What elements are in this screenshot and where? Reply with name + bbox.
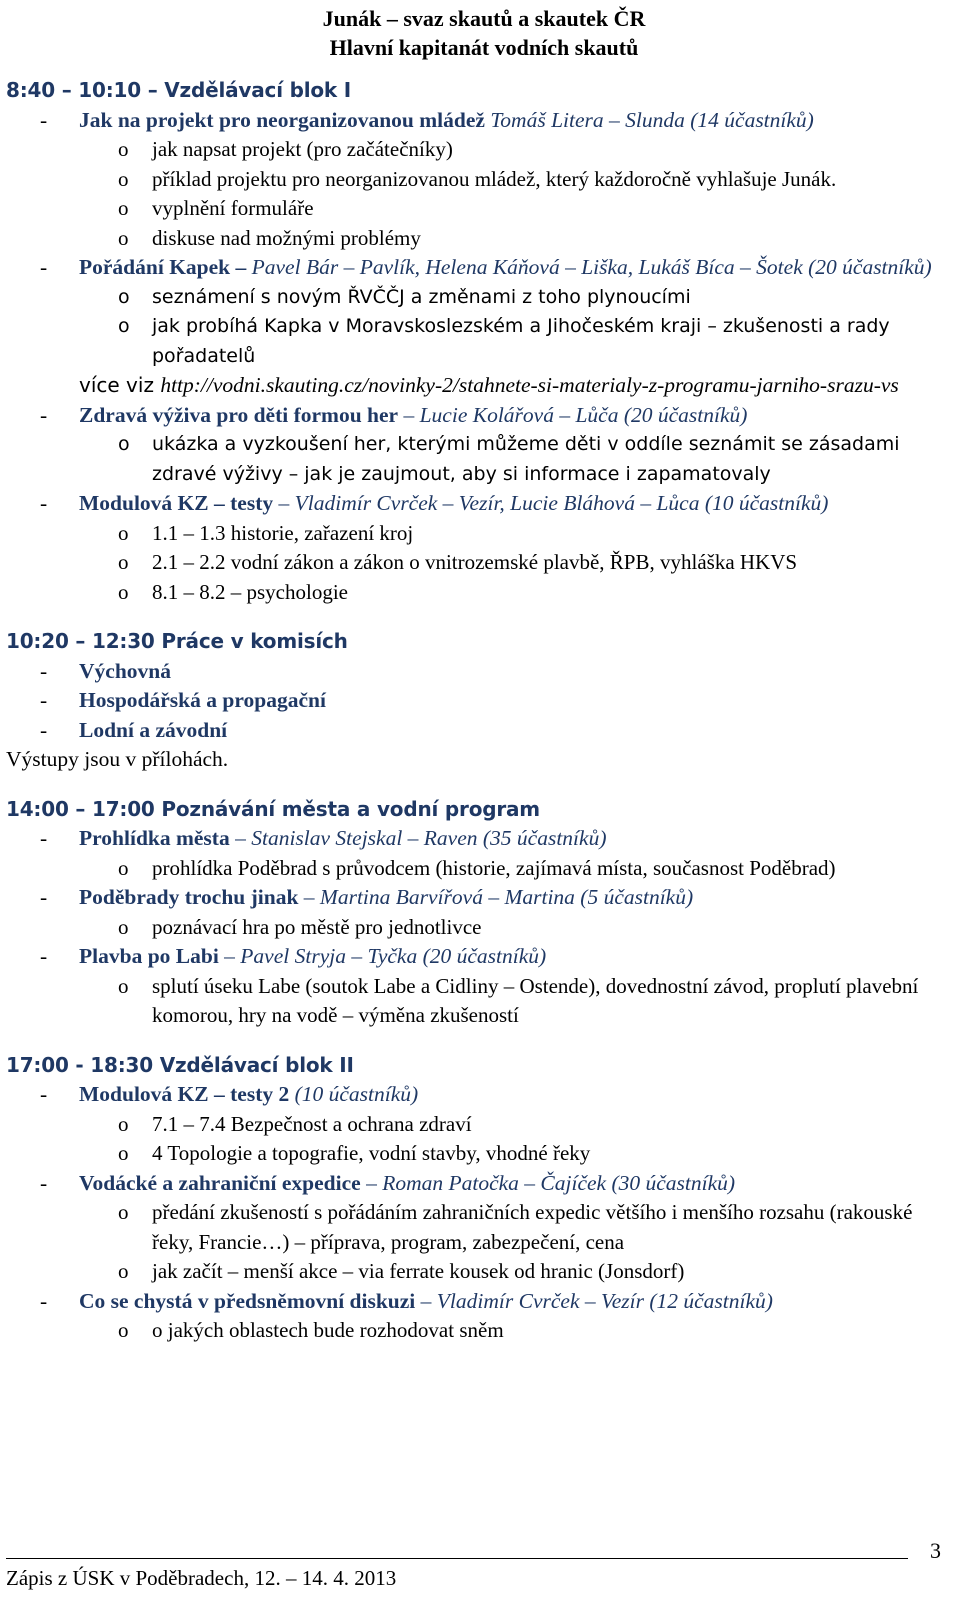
program-item-title: Zdravá výživa pro děti formou her: [79, 402, 399, 427]
block-title: 14:00 – 17:00 Poznávání města a vodní program: [6, 796, 540, 821]
program-item-presenters: – Pavel Stryja – Tyčka (20 účastníků): [218, 944, 547, 968]
sub-item: o o jakých oblastech bude rozhodovat sněm: [118, 1318, 504, 1342]
outputs-note: Výstupy jsou v přílohách.: [6, 747, 229, 771]
program-item-presenters: – Roman Patočka – Čajíček (30 účastníků): [360, 1170, 736, 1195]
footer-divider: [6, 1558, 908, 1559]
program-item-presenters: Tomáš Litera – Slunda (14 účastníků): [484, 107, 814, 132]
program-item-title: Co se chystá v předsněmovní diskuzi: [79, 1288, 416, 1313]
program-item: - Plavba po Labi – Pavel Stryja – Tyčka (20 účastníků): [40, 944, 547, 968]
document-body: [6, 76, 946, 1346]
sub-item: o 7.1 – 7.4 Bezpečnost a ochrana zdraví: [118, 1111, 472, 1136]
sub-item: o příklad projektu pro neorganizovanou mládež, který každoročně vyhlašuje Junák.: [118, 166, 837, 191]
program-item: - Prohlídka města – Stanislav Stejskal – Raven (35 účastníků): [40, 826, 607, 850]
program-item-presenters: – Martina Barvířová – Martina (5 účastníků): [298, 885, 694, 909]
more-info-link[interactable]: http://vodni.skauting.cz/novinky-2/stahnete-si-materialy-z-programu-jarniho-srazu-vs: [160, 373, 899, 397]
sub-item: o ukázka a vyzkoušení her, kterými můžeme děti v oddíle seznámit se zásadami zdravé výživy – jak je zaujmout, aby si informace i zapamatovaly: [118, 433, 900, 485]
program-item: - Poděbrady trochu jinak – Martina Barvířová – Martina (5 účastníků): [40, 885, 694, 909]
sub-item: o poznávací hra po městě pro jednotlivce: [118, 914, 482, 939]
program-item-presenters: – Vladimír Cvrček – Vezír, Lucie Bláhová – Lůca (10 účastníků): [273, 491, 829, 515]
sub-item: o 1.1 – 1.3 historie, zařazení kroj: [118, 520, 414, 545]
sub-item: o 4 Topologie a topografie, vodní stavby, vhodné řeky: [118, 1141, 591, 1165]
program-item: - Hospodářská a propagační: [40, 688, 326, 712]
program-item-title: Lodní a závodní: [79, 717, 228, 742]
program-item: - Pořádání Kapek – Pavel Bár – Pavlík, Helena Káňová – Liška, Lukáš Bíca – Šotek (20 účastníků): [40, 255, 932, 279]
sub-item: o jak začít – menší akce – via ferrate kousek od hranic (Jonsdorf): [118, 1259, 685, 1283]
program-item-presenters: – Lucie Kolářová – Lůča (20 účastníků): [398, 402, 748, 427]
program-item-presenters: Pavel Bár – Pavlík, Helena Káňová – Liška, Lukáš Bíca – Šotek (20 účastníků): [246, 255, 932, 279]
program-item-title: Poděbrady trochu jinak: [79, 885, 299, 909]
program-item-title: Modulová KZ – testy: [79, 491, 274, 515]
program-item: - Vodácké a zahraniční expedice – Roman Patočka – Čajíček (30 účastníků): [40, 1170, 736, 1195]
sub-item: o splutí úseku Labe (soutok Labe a Cidliny – Ostende), dovednostní závod, proplutí plavební komorou, hry na vodě – výměna zkušeností: [118, 973, 919, 1027]
sub-item: o seznámení s novým ŘVČČJ a změnami z toho plynoucími: [118, 285, 691, 308]
program-item-title: Hospodářská a propagační: [79, 688, 326, 712]
header-organization: Junák – svaz skautů a skautek ČR: [322, 6, 646, 31]
program-item-presenters: – Stanislav Stejskal – Raven (35 účastníků): [229, 826, 607, 850]
program-item-title: Jak na projekt pro neorganizovanou mládež: [79, 107, 485, 132]
program-item-title: Vodácké a zahraniční expedice: [79, 1170, 361, 1195]
more-info-note: více viz http://vodni.skauting.cz/novinky-2/stahnete-si-materialy-z-programu-jarniho-srazu-vs: [79, 373, 899, 397]
document-header: [0, 4, 960, 62]
sub-item: o jak napsat projekt (pro začátečníky): [118, 137, 453, 161]
footer-text: Zápis z ÚSK v Poděbradech, 12. – 14. 4. 2013: [6, 1566, 397, 1590]
sub-item: o 8.1 – 8.2 – psychologie: [118, 579, 348, 604]
program-item-presenters: – Vladimír Cvrček – Vezír (12 účastníků): [415, 1288, 773, 1313]
sub-item: o vyplnění formuláře: [118, 196, 314, 220]
sub-item: o diskuse nad možnými problémy: [118, 225, 421, 250]
program-item: - Jak na projekt pro neorganizovanou mládež Tomáš Litera – Slunda (14 účastníků): [40, 107, 814, 132]
sub-item: o prohlídka Poděbrad s průvodcem (historie, zajímavá místa, současnost Poděbrad): [118, 855, 836, 880]
block-title: 17:00 - 18:30 Vzdělávací blok II: [6, 1052, 354, 1077]
sub-item: o předání zkušeností s pořádáním zahraničních expedic většího i menšího rozsahu (rakouské řeky, Francie…) – příprava, program, zabezpečení, cena: [118, 1200, 913, 1254]
header-department: Hlavní kapitanát vodních skautů: [329, 35, 639, 60]
sub-item: o jak probíhá Kapka v Moravskoslezském a Jihočeském kraji – zkušenosti a rady pořadatelů: [118, 315, 890, 367]
program-item: - Výchovná: [40, 658, 171, 683]
block-title: 10:20 – 12:30 Práce v komisích: [6, 629, 348, 653]
program-item-title: Výchovná: [79, 658, 171, 683]
program-item-title: Pořádání Kapek –: [79, 255, 247, 279]
program-item: - Co se chystá v předsněmovní diskuzi – Vladimír Cvrček – Vezír (12 účastníků): [40, 1288, 773, 1313]
page-number: 3: [930, 1538, 941, 1563]
program-item: - Zdravá výživa pro děti formou her – Lucie Kolářová – Lůča (20 účastníků): [40, 402, 748, 427]
sub-item: o 2.1 – 2.2 vodní zákon a zákon o vnitrozemské plavbě, ŘPB, vyhláška HKVS: [118, 550, 798, 574]
program-item-title: Prohlídka města: [79, 826, 230, 850]
program-item-title: Plavba po Labi: [79, 944, 219, 968]
program-item: - Modulová KZ – testy 2 (10 účastníků): [40, 1082, 419, 1106]
program-item: - Lodní a závodní: [40, 717, 228, 742]
program-item-presenters: (10 účastníků): [289, 1082, 419, 1106]
program-item-title: Modulová KZ – testy 2: [79, 1082, 290, 1106]
program-item: - Modulová KZ – testy – Vladimír Cvrček – Vezír, Lucie Bláhová – Lůca (10 účastníků): [40, 491, 829, 515]
block-title: 8:40 – 10:10 – Vzdělávací blok I: [6, 78, 352, 102]
